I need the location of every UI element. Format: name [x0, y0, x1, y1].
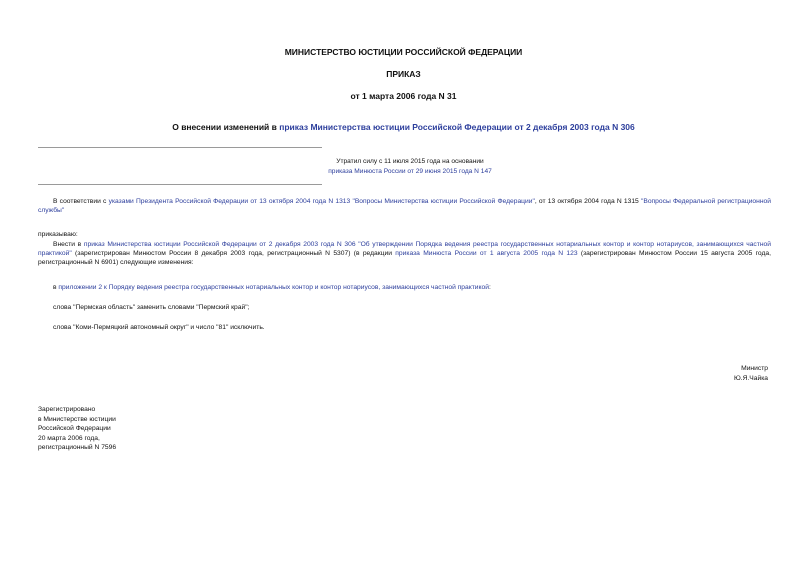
order-word: приказываю:: [38, 231, 78, 238]
registration-block: [38, 405, 238, 453]
presidential-decree-link[interactable]: указами Президента Российской Федерации от 13 октября 2004 года N 1313 "Вопросы Министерства юстиции Российской Федерации": [108, 198, 535, 205]
registration-line: 20 марта 2006 года,: [38, 434, 100, 442]
appendix-link[interactable]: приложении 2 к Порядку ведения реестра государственных нотариальных контор и контор нотариусов, занимающихся частной практикой: [58, 284, 489, 291]
top-divider: [38, 147, 322, 148]
document-type-heading: ПРИКАЗ: [386, 69, 421, 79]
appendix-line: [38, 283, 771, 292]
appendix-suffix: :: [488, 284, 491, 291]
preamble-text-2: , от 13 октября 2004 года N 1315: [534, 198, 641, 205]
registration-line: Зарегистрировано: [38, 406, 96, 413]
main-text-2: (зарегистрирован Минюстом России 8 декабря 2003 года, регистрационный N 5307) (в редакции: [71, 250, 396, 257]
main-paragraph: [38, 240, 771, 267]
registration-line: в Министерстве юстиции: [38, 415, 116, 423]
registration-line: Российской Федерации: [38, 425, 111, 432]
main-text-1: Внести в: [53, 241, 84, 248]
signature-name: Ю.Я.Чайка: [733, 375, 768, 382]
date-number-heading: от 1 марта 2006 года N 31: [350, 91, 457, 101]
preamble-paragraph: [38, 197, 771, 215]
status-note: [290, 157, 530, 177]
document-title: [0, 122, 807, 132]
title-order-link[interactable]: приказ Министерства юстиции Российской Федерации от 2 декабря 2003 года N 306: [279, 122, 635, 132]
change-item-2: слова "Коми-Пермяцкий автономный округ" и число "81" исключить.: [53, 324, 265, 331]
bottom-divider: [38, 184, 322, 185]
change-item-1: слова "Пермская область" заменить словами "Пермский край";: [53, 304, 250, 311]
status-note-link[interactable]: приказа Минюста России от 29 июня 2015 года N 147: [328, 168, 492, 175]
signature-block: [568, 364, 768, 384]
appendix-prefix: в: [53, 284, 59, 291]
ministry-heading: МИНИСТЕРСТВО ЮСТИЦИИ РОССИЙСКОЙ ФЕДЕРАЦИИ: [284, 47, 523, 57]
signature-position: Министр: [741, 365, 768, 372]
order-306-link[interactable]: приказ Министерства юстиции Российской Федерации от 2 декабря 2003 года N 306 "Об утверждении Порядка ведения реестра государственных нотариальных контор и контор нотариусов, занимающихся частной практикой": [38, 241, 771, 257]
order-123-link[interactable]: приказа Минюста России от 1 августа 2005 года N 123: [395, 250, 578, 257]
title-prefix: О внесении изменений в: [172, 122, 280, 132]
main-text-3: (зарегистрирован Минюстом России 15 августа 2005 года, регистрационный N 6901) следующие изменения:: [38, 250, 771, 266]
registration-service-decree-link[interactable]: "Вопросы Федеральной регистрационной службы": [38, 198, 771, 214]
registration-line: регистрационный N 7596: [38, 444, 117, 451]
preamble-text-1: В соответствии с: [53, 198, 109, 205]
status-note-text: Утратил силу с 11 июля 2015 года на основании: [336, 158, 484, 165]
